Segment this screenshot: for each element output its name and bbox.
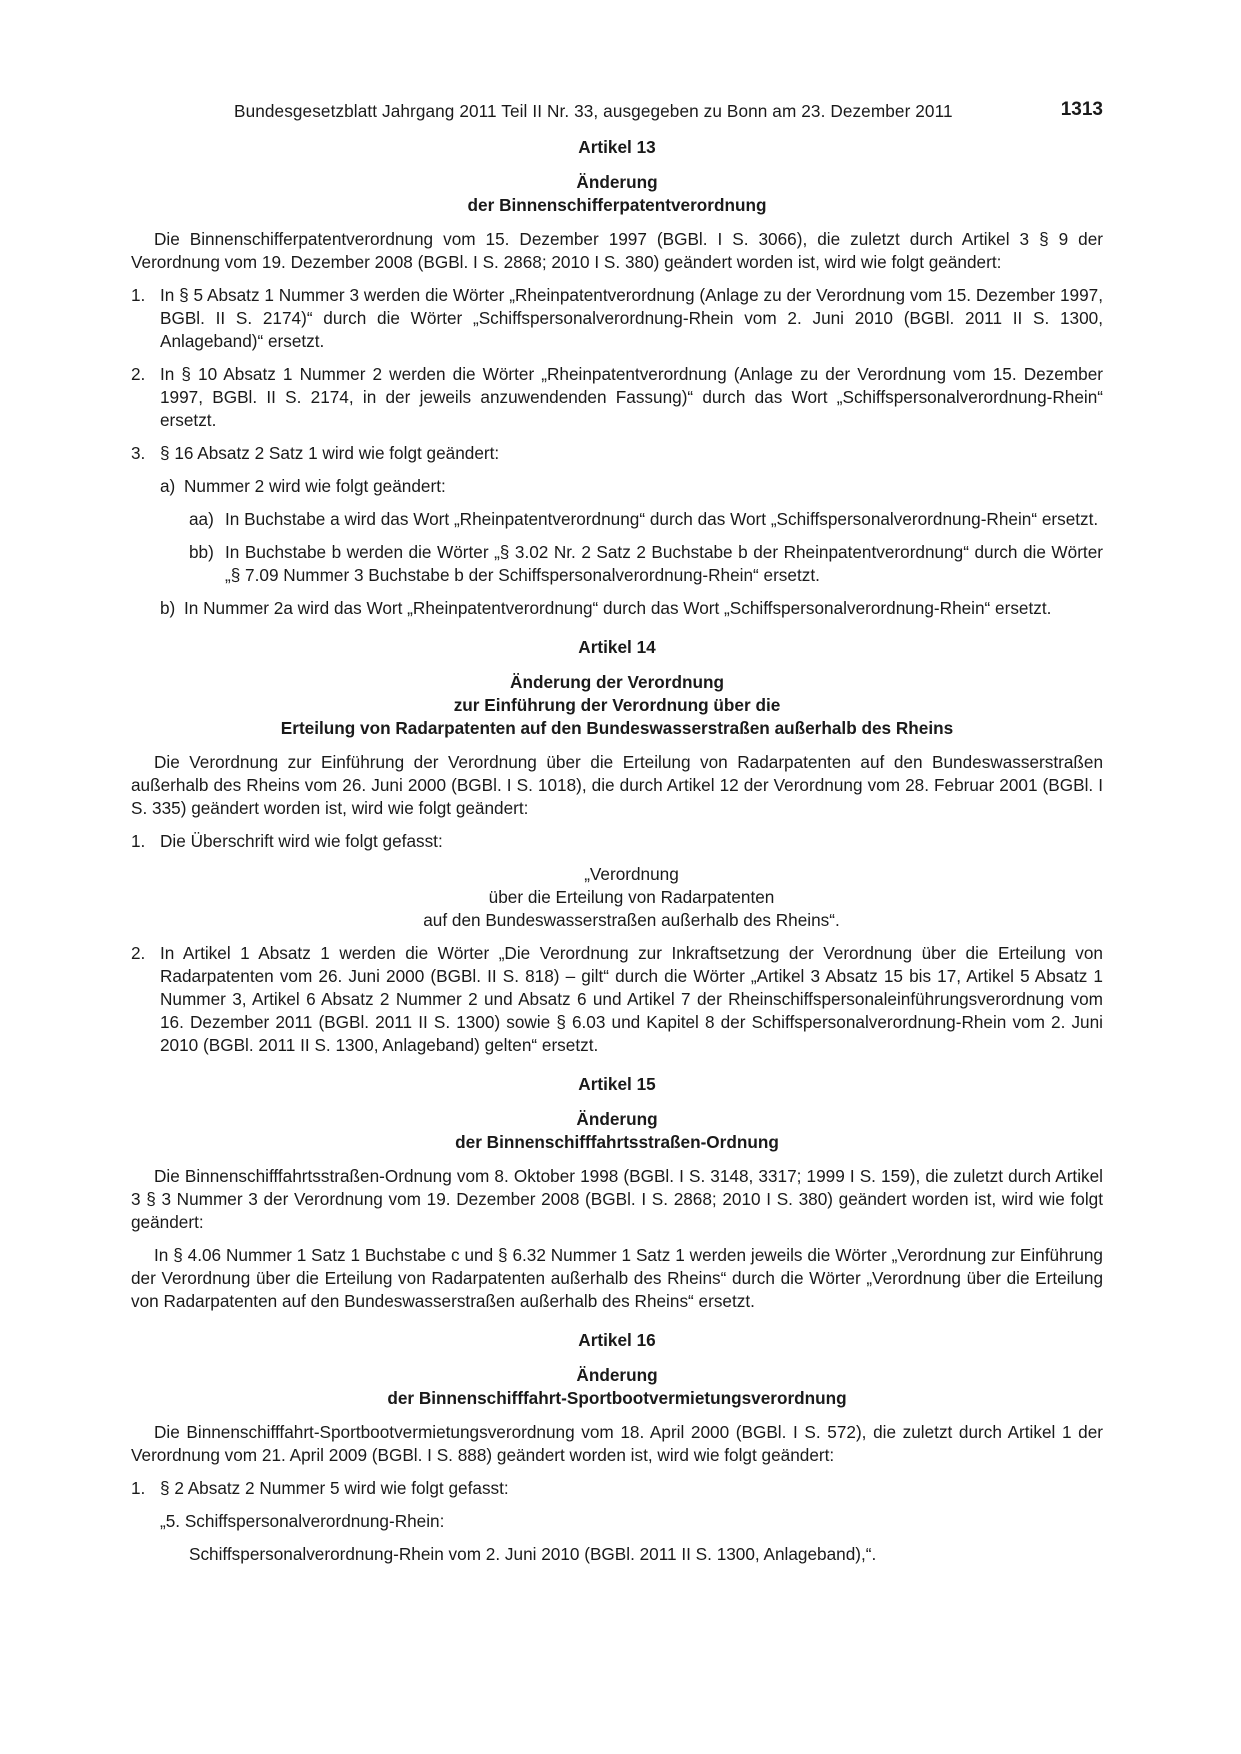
item-text: In Artikel 1 Absatz 1 werden die Wörter „Die Verordnung zur Inkraftsetzung der Verordnung über die Erteilung von Radarpatenten vom 26. Juni 2000 (BGBl. II S. 818) – gilt“ durch die Wörter „Artikel 3 Absatz 15 bis 17, Artikel 5 Absatz 1 Nummer 3, Artikel 6 Absatz 2 Nummer 2 und Absatz 6 und Artikel 7 der Rheinschiffspersonaleinführungsverordnung vom 16. Dezember 2011 (BGBl. 2011 II S. 1300) sowie § 6.03 und Kapitel 8 der Schiffspersonalverordnung-Rhein vom 2. Juni 2010 (BGBl. 2011 II S. 1300, Anlageband) gelten“ ersetzt.	[160, 943, 1103, 1055]
item-text: § 16 Absatz 2 Satz 1 wird wie folgt geändert:	[160, 443, 500, 463]
item-number: 1.	[131, 1478, 146, 1498]
sub-item-text: In Nummer 2a wird das Wort „Rheinpatentverordnung“ durch das Wort „Schiffspersonalverordnung-Rhein“ ersetzt.	[184, 598, 1052, 618]
quoted-heading-line: auf den Bundeswasserstraßen außerhalb des Rheins“.	[423, 910, 840, 930]
sub-item-number: b)	[160, 598, 176, 618]
article-16-title-line: Änderung	[576, 1365, 658, 1385]
sub-item-text: Nummer 2 wird wie folgt geändert:	[184, 476, 446, 496]
article-16-intro: Die Binnenschifffahrt-Sportbootvermietungsverordnung vom 18. April 2000 (BGBl. I S. 572), die zuletzt durch Artikel 1 der Verordnung vom 21. April 2009 (BGBl. I S. 888) geändert worden ist, wird wie folgt geändert:	[131, 1422, 1103, 1465]
article-13-title	[131, 171, 1103, 217]
article-14-title-line: zur Einführung der Verordnung über die	[453, 695, 781, 715]
list-item	[131, 942, 1103, 1057]
list-item	[131, 1477, 1103, 1500]
article-16-title	[131, 1364, 1103, 1410]
item-number: 1.	[131, 831, 146, 851]
item-text: In § 10 Absatz 1 Nummer 2 werden die Wörter „Rheinpatentverordnung (Anlage zu der Verordnung vom 15. Dezember 1997, BGBl. II S. 2174, in der jeweils anzuwendenden Fassung)“ durch das Wort „Schiffspersonalverordnung-Rhein“ ersetzt.	[160, 364, 1103, 430]
article-14-intro: Die Verordnung zur Einführung der Verordnung über die Erteilung von Radarpatenten auf den Bundeswasserstraßen außerhalb des Rheins vom 26. Juni 2000 (BGBl. I S. 1018), die durch Artikel 12 der Verordnung vom 28. Februar 2001 (BGBl. I S. 335) geändert worden ist, wird wie folgt geändert:	[131, 752, 1103, 818]
list-item	[131, 284, 1103, 353]
article-14-title-line: Änderung der Verordnung	[510, 672, 724, 692]
article-14-number: Artikel 14	[578, 637, 656, 657]
sub-item	[131, 475, 1103, 498]
article-15-title	[131, 1108, 1103, 1154]
article-15-title-line: der Binnenschifffahrtsstraßen-Ordnung	[455, 1132, 779, 1152]
quoted-heading-line: „Verordnung	[584, 864, 679, 884]
item-text: § 2 Absatz 2 Nummer 5 wird wie folgt gefasst:	[160, 1478, 509, 1498]
quoted-heading-line: über die Erteilung von Radarpatenten	[488, 887, 775, 907]
list-item	[131, 442, 1103, 465]
sub-item	[131, 597, 1103, 620]
page-number: 1313	[1060, 99, 1103, 120]
document-page	[131, 92, 1103, 1576]
article-13-number: Artikel 13	[578, 137, 656, 157]
sub-sub-item-text: In Buchstabe b werden die Wörter „§ 3.02 Nr. 2 Satz 2 Buchstabe b der Rheinpatentverordnung“ durch die Wörter „§ 7.09 Nummer 3 Buchstabe b der Schiffspersonalverordnung-Rhein“ ersetzt.	[225, 542, 1103, 585]
list-item	[131, 363, 1103, 432]
quoted-item-body: Schiffspersonalverordnung-Rhein vom 2. Juni 2010 (BGBl. 2011 II S. 1300, Anlageband),“.	[189, 1544, 877, 1564]
item-number: 2.	[131, 364, 146, 384]
article-13-title-line: Änderung	[576, 172, 658, 192]
running-title: Bundesgesetzblatt Jahrgang 2011 Teil II Nr. 33, ausgegeben zu Bonn am 23. Dezember 2011	[234, 101, 953, 121]
sub-sub-item	[131, 508, 1103, 531]
sub-sub-item	[131, 541, 1103, 587]
article-14-title-line: Erteilung von Radarpatenten auf den Bundeswasserstraßen außerhalb des Rheins	[280, 718, 954, 738]
sub-sub-item-number: bb)	[189, 542, 214, 562]
article-15-number: Artikel 15	[578, 1074, 656, 1094]
article-16-number: Artikel 16	[578, 1330, 656, 1350]
article-14-title	[131, 671, 1103, 740]
item-number: 2.	[131, 943, 146, 963]
sub-sub-item-number: aa)	[189, 509, 214, 529]
article-15-title-line: Änderung	[576, 1109, 658, 1129]
item-number: 1.	[131, 285, 146, 305]
article-15-body: In § 4.06 Nummer 1 Satz 1 Buchstabe c und § 6.32 Nummer 1 Satz 1 werden jeweils die Wörter „Verordnung zur Einführung der Verordnung über die Erteilung von Radarpatenten außerhalb des Rheins“ durch die Wörter „Verordnung über die Erteilung von Radarpatenten auf den Bundeswasserstraßen außerhalb des Rheins“ ersetzt.	[131, 1245, 1103, 1311]
sub-item-number: a)	[160, 476, 176, 496]
list-item	[131, 830, 1103, 853]
item-text: Die Überschrift wird wie folgt gefasst:	[160, 831, 443, 851]
item-text: In § 5 Absatz 1 Nummer 3 werden die Wörter „Rheinpatentverordnung (Anlage zu der Verordnung vom 15. Dezember 1997, BGBl. II S. 2174)“ durch die Wörter „Schiffspersonalverordnung-Rhein vom 2. Juni 2010 (BGBl. 2011 II S. 1300, Anlageband)“ ersetzt.	[160, 285, 1103, 351]
article-15-intro: Die Binnenschifffahrtsstraßen-Ordnung vom 8. Oktober 1998 (BGBl. I S. 3148, 3317; 1999 I S. 159), die zuletzt durch Artikel 3 § 3 Nummer 3 der Verordnung vom 19. Dezember 2008 (BGBl. I S. 2868; 2010 I S. 380) geändert worden ist, wird wie folgt geändert:	[131, 1166, 1103, 1232]
article-13-title-line: der Binnenschifferpatentverordnung	[467, 195, 767, 215]
quoted-heading	[131, 863, 1103, 932]
running-head	[131, 92, 1103, 120]
article-16-title-line: der Binnenschifffahrt-Sportbootvermietungsverordnung	[387, 1388, 847, 1408]
sub-sub-item-text: In Buchstabe a wird das Wort „Rheinpatentverordnung“ durch das Wort „Schiffspersonalverordnung-Rhein“ ersetzt.	[225, 509, 1099, 529]
item-number: 3.	[131, 443, 146, 463]
quoted-item-heading: „5. Schiffspersonalverordnung-Rhein:	[160, 1511, 445, 1531]
article-13-intro: Die Binnenschifferpatentverordnung vom 15. Dezember 1997 (BGBl. I S. 3066), die zuletzt durch Artikel 3 § 9 der Verordnung vom 19. Dezember 2008 (BGBl. I S. 2868; 2010 I S. 380) geändert worden ist, wird wie folgt geändert:	[131, 229, 1103, 272]
